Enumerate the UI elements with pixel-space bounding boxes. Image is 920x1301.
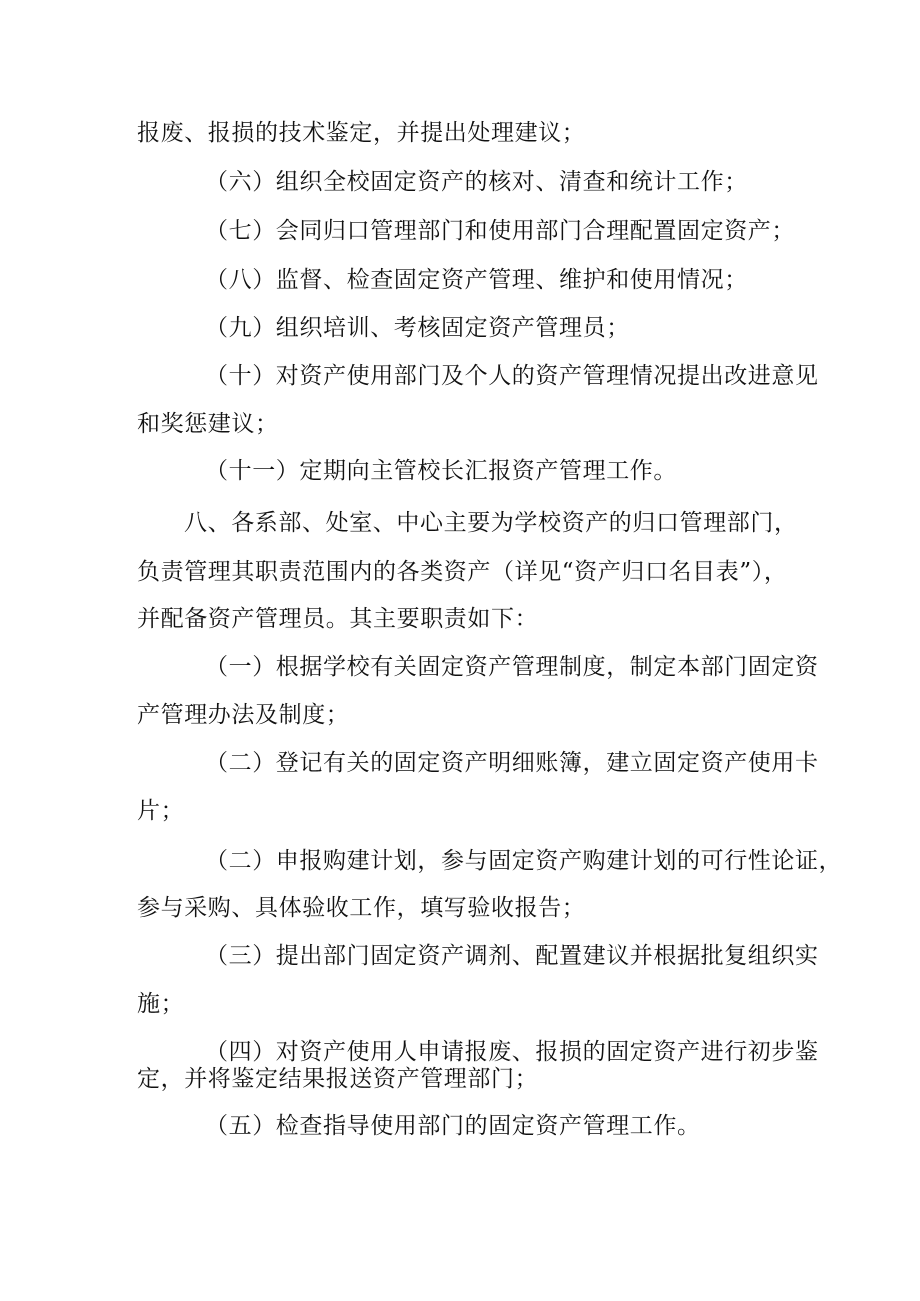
text-line: （九）组织培训、考核固定资产管理员； <box>205 315 630 341</box>
text-line: （七）会同归口管理部门和使用部门合理配置固定资产； <box>205 218 795 244</box>
text-line: （五）检查指导使用部门的固定资产管理工作。 <box>205 1113 701 1139</box>
text-line: 产管理办法及制度； <box>137 702 350 728</box>
text-line: 并配备资产管理员。其主要职责如下： <box>137 606 539 632</box>
text-line: 负责管理其职责范围内的各类资产（详见“资产归口名目表”）， <box>137 559 788 585</box>
text-line: （六）组织全校固定资产的核对、清查和统计工作； <box>205 169 748 195</box>
text-line: 参与采购、具体验收工作，填写验收报告； <box>137 895 586 921</box>
text-line: 定，并将鉴定结果报送资产管理部门； <box>137 1066 539 1092</box>
text-line: 八、各系部、处室、中心主要为学校资产的归口管理部门， <box>184 510 798 536</box>
text-line: 和奖惩建议； <box>137 411 279 437</box>
text-line: 施； <box>137 991 185 1017</box>
text-line: （三）提出部门固定资产调剂、配置建议并根据批复组织实 <box>205 943 819 969</box>
text-line: （二）申报购建计划，参与固定资产购建计划的可行性论证， <box>205 848 843 874</box>
text-line: （十）对资产使用部门及个人的资产管理情况提出改进意见 <box>205 363 819 389</box>
text-line: （一）根据学校有关固定资产管理制度，制定本部门固定资 <box>205 654 819 680</box>
text-line: （四）对资产使用人申请报废、报损的固定资产进行初步鉴 <box>205 1039 819 1065</box>
text-line: （八）监督、检查固定资产管理、维护和使用情况； <box>205 267 748 293</box>
text-line: 片； <box>137 798 185 824</box>
text-line: 报废、报损的技术鉴定，并提出处理建议； <box>137 120 586 146</box>
text-line: （二）登记有关的固定资产明细账簿，建立固定资产使用卡 <box>205 750 819 776</box>
text-line: （十一）定期向主管校长汇报资产管理工作。 <box>205 458 677 484</box>
